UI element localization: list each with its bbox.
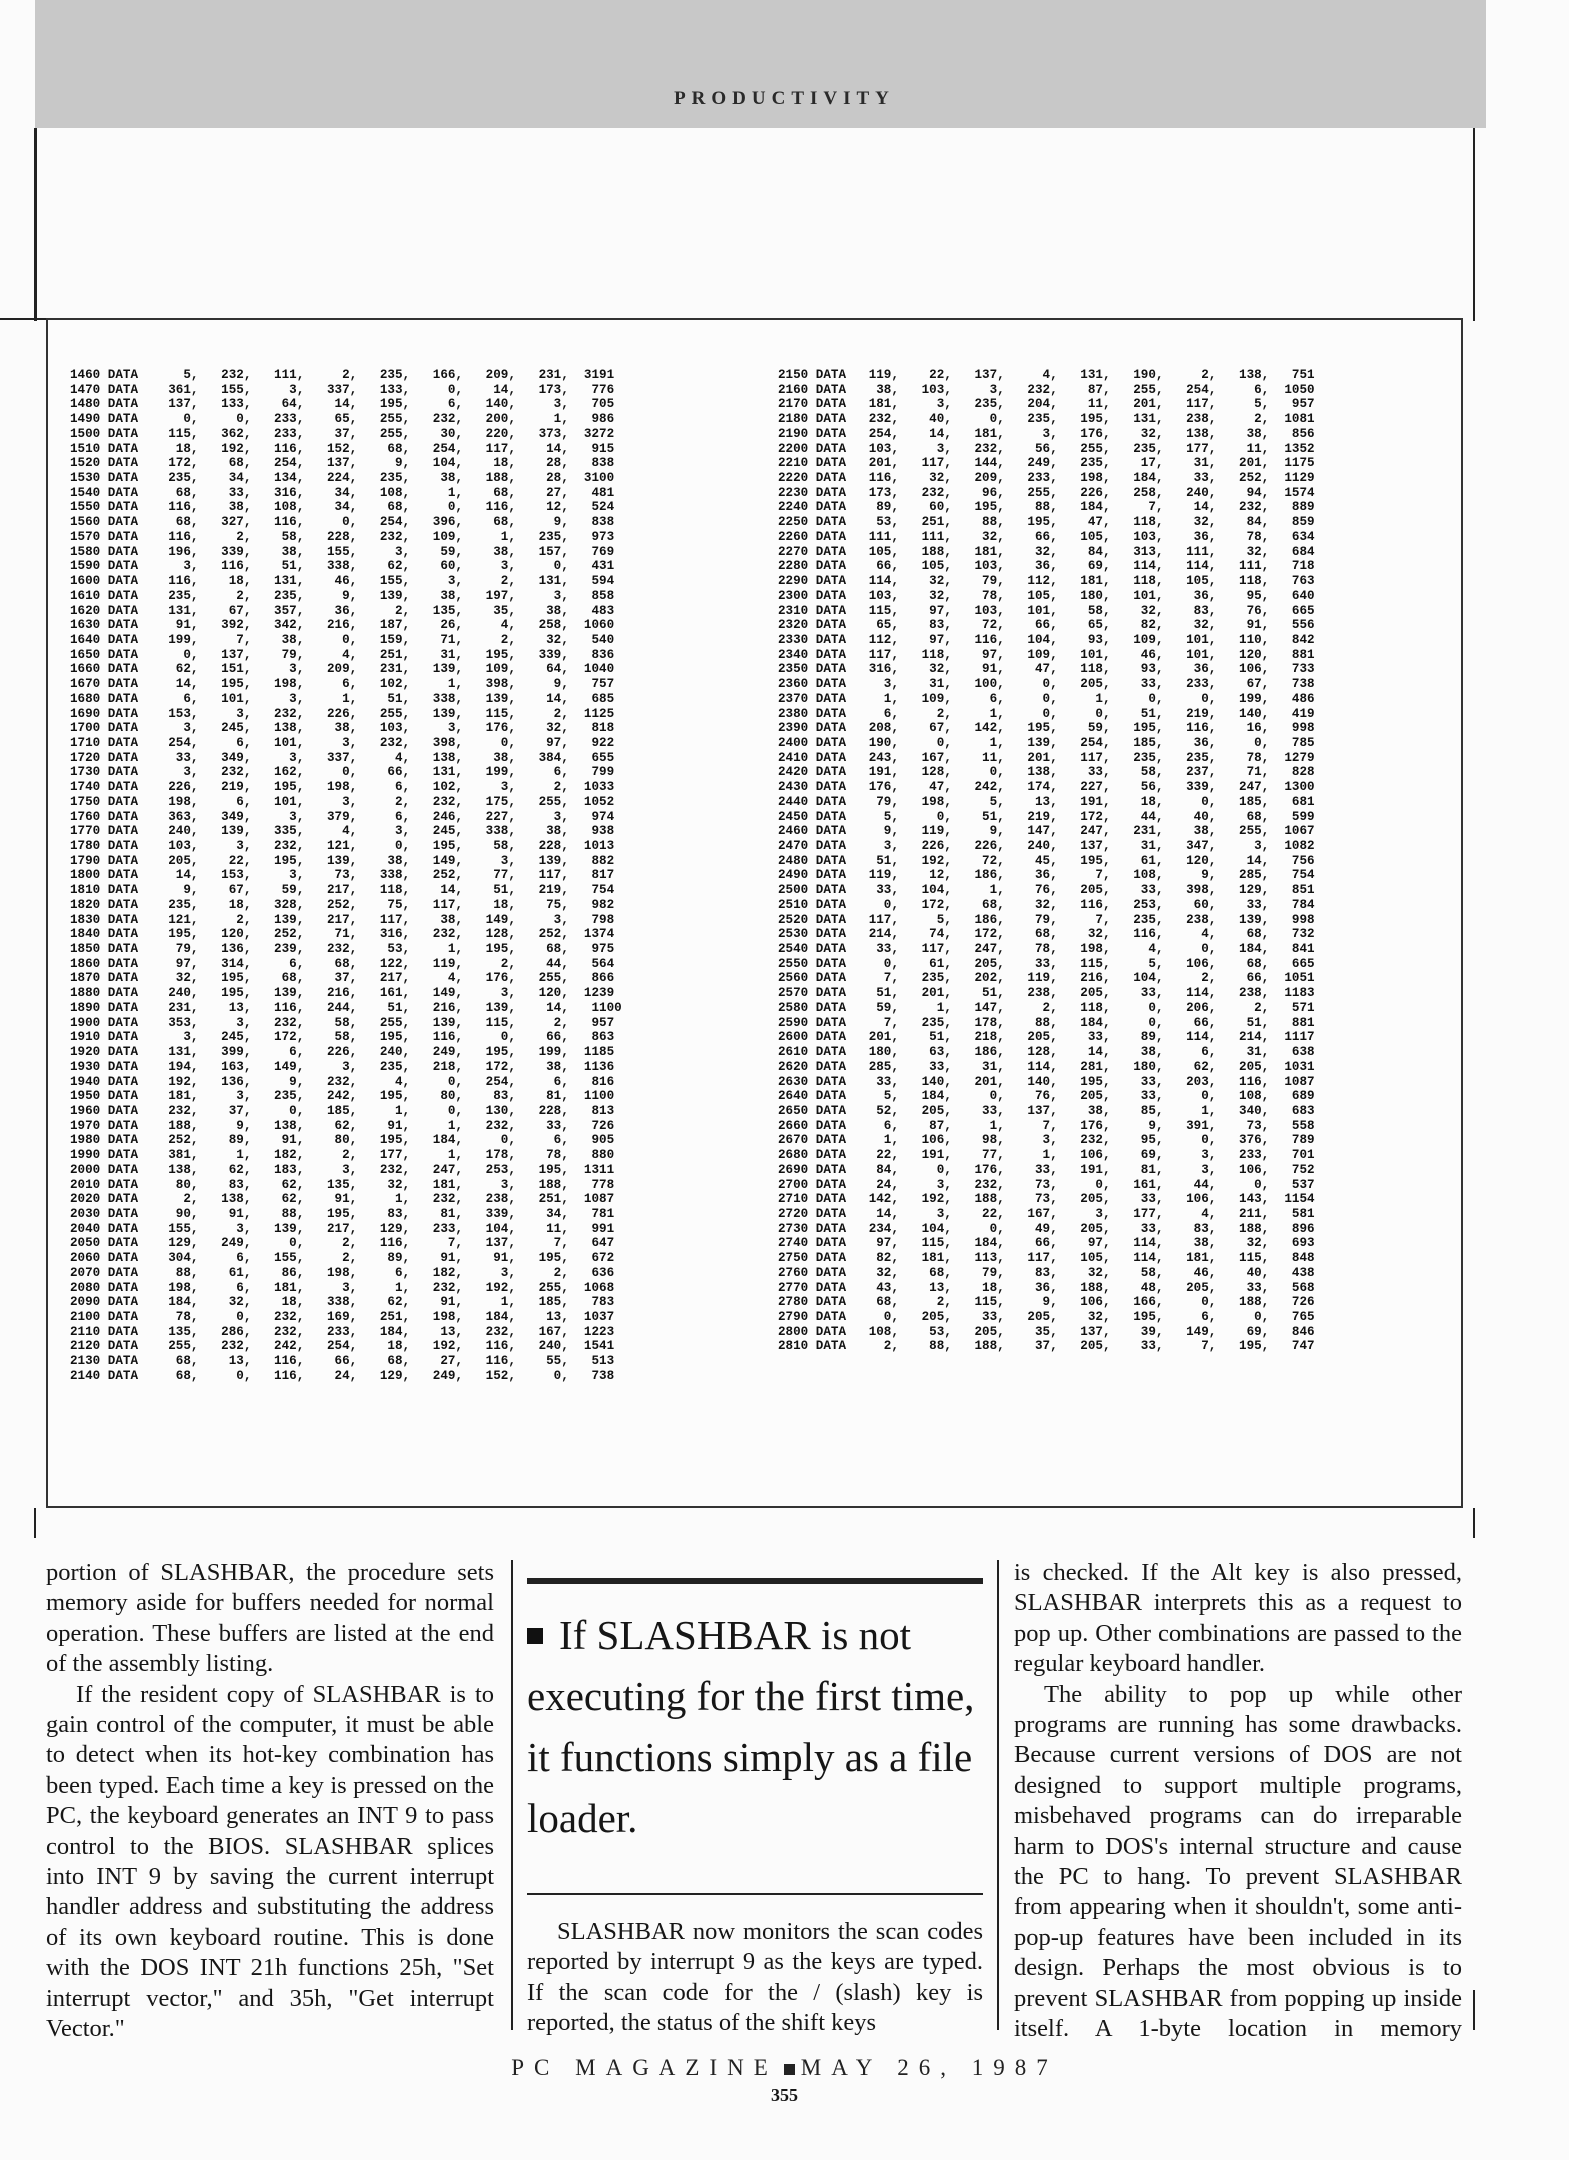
listing-line: 1710 DATA 254, 6, 101, 3, 232, 398, 0, 97, 922 — [70, 735, 615, 750]
listing-line: 2410 DATA 243, 167, 11, 201, 117, 235, 235, 78, 1279 — [778, 750, 1315, 765]
listing-line: 2030 DATA 90, 91, 88, 195, 83, 81, 339, 34, 781 — [70, 1206, 615, 1221]
listing-line: 1540 DATA 68, 33, 316, 34, 108, 1, 68, 27, 481 — [70, 485, 615, 500]
listing-line: 2380 DATA 6, 2, 1, 0, 0, 51, 219, 140, 419 — [778, 706, 1315, 721]
listing-line: 1600 DATA 116, 18, 131, 46, 155, 3, 2, 131, 594 — [70, 574, 615, 589]
article-column-3 — [1014, 1558, 1462, 2045]
listing-line: 1750 DATA 198, 6, 101, 3, 2, 232, 175, 255, 1052 — [70, 794, 615, 809]
bullet-icon — [784, 2064, 795, 2075]
listing-line: 2600 DATA 201, 51, 218, 205, 33, 89, 114, 214, 1117 — [778, 1030, 1315, 1045]
listing-line: 2590 DATA 7, 235, 178, 88, 184, 0, 66, 51, 881 — [778, 1015, 1315, 1030]
listing-line: 1900 DATA 353, 3, 232, 58, 255, 139, 115, 2, 957 — [70, 1015, 615, 1030]
magazine-name: PC MAGAZINE — [511, 2055, 778, 2080]
listing-line: 1990 DATA 381, 1, 182, 2, 177, 1, 178, 78, 880 — [70, 1148, 615, 1163]
listing-line: 2800 DATA 108, 53, 205, 35, 137, 39, 149, 69, 846 — [778, 1324, 1315, 1339]
article-column-1 — [46, 1558, 494, 2045]
listing-line: 1840 DATA 195, 120, 252, 71, 316, 232, 128, 252, 1374 — [70, 927, 615, 942]
listing-line: 2420 DATA 191, 128, 0, 138, 33, 58, 237, 71, 828 — [778, 765, 1315, 780]
pull-quote-text: If SLASHBAR is not executing for the first time, it functions simply as a file loader. — [527, 1612, 975, 1841]
listing-line: 2170 DATA 181, 3, 235, 204, 11, 201, 117, 5, 957 — [778, 397, 1315, 412]
listing-line: 2160 DATA 38, 103, 3, 232, 87, 255, 254, 6, 1050 — [778, 382, 1315, 397]
listing-line: 2500 DATA 33, 104, 1, 76, 205, 33, 398, 129, 851 — [778, 883, 1315, 898]
listing-line: 2660 DATA 6, 87, 1, 7, 176, 9, 391, 73, 558 — [778, 1118, 1315, 1133]
listing-line: 2580 DATA 59, 1, 147, 2, 118, 0, 206, 2, 571 — [778, 1000, 1315, 1015]
listing-line: 2360 DATA 3, 31, 100, 0, 205, 33, 233, 67, 738 — [778, 677, 1315, 692]
listing-line: 2630 DATA 33, 140, 201, 140, 195, 33, 203, 116, 1087 — [778, 1074, 1315, 1089]
listing-line: 1500 DATA 115, 362, 233, 37, 255, 30, 220, 373, 3272 — [70, 426, 615, 441]
listing-line — [778, 1369, 1315, 1384]
rule-right-bottom — [1473, 1508, 1475, 1538]
listing-line: 2310 DATA 115, 97, 103, 101, 58, 32, 83, 76, 665 — [778, 603, 1315, 618]
listing-line: 2810 DATA 2, 88, 188, 37, 205, 33, 7, 195, 747 — [778, 1339, 1315, 1354]
column-rule-1 — [511, 1560, 513, 2030]
listing-line: 2200 DATA 103, 3, 232, 56, 255, 235, 177, 11, 1352 — [778, 441, 1315, 456]
listing-line: 2120 DATA 255, 232, 242, 254, 18, 192, 116, 240, 1541 — [70, 1339, 615, 1354]
listing-line: 2180 DATA 232, 40, 0, 235, 195, 131, 238, 2, 1081 — [778, 412, 1315, 427]
listing-column-left — [70, 368, 622, 1384]
listing-line: 2240 DATA 89, 60, 195, 88, 184, 7, 14, 232, 889 — [778, 500, 1315, 515]
listing-line: 1700 DATA 3, 245, 138, 38, 103, 3, 176, 32, 818 — [70, 721, 615, 736]
listing-line: 2760 DATA 32, 68, 79, 83, 32, 58, 46, 40, 438 — [778, 1265, 1315, 1280]
listing-line: 1510 DATA 18, 192, 116, 152, 68, 254, 117, 14, 915 — [70, 441, 615, 456]
listing-line: 2460 DATA 9, 119, 9, 147, 247, 231, 38, 255, 1067 — [778, 824, 1315, 839]
listing-line: 1870 DATA 32, 195, 68, 37, 217, 4, 176, 255, 866 — [70, 971, 615, 986]
listing-line: 2400 DATA 190, 0, 1, 139, 254, 185, 36, 0, 785 — [778, 735, 1315, 750]
rule-left-bottom — [34, 1508, 36, 1538]
listing-line: 1820 DATA 235, 18, 328, 252, 75, 117, 18, 75, 982 — [70, 897, 615, 912]
listing-line: 1630 DATA 91, 392, 342, 216, 187, 26, 4, 258, 1060 — [70, 618, 615, 633]
listing-line: 1810 DATA 9, 67, 59, 217, 118, 14, 51, 219, 754 — [70, 883, 615, 898]
listing-line: 2490 DATA 119, 12, 186, 36, 7, 108, 9, 285, 754 — [778, 868, 1315, 883]
listing-line: 2620 DATA 285, 33, 31, 114, 281, 180, 62, 205, 1031 — [778, 1059, 1315, 1074]
listing-line: 2340 DATA 117, 118, 97, 109, 101, 46, 101, 120, 881 — [778, 647, 1315, 662]
listing-line: 1970 DATA 188, 9, 138, 62, 91, 1, 232, 33, 726 — [70, 1118, 615, 1133]
listing-line: 2020 DATA 2, 138, 62, 91, 1, 232, 238, 251, 1087 — [70, 1192, 615, 1207]
listing-line: 2670 DATA 1, 106, 98, 3, 232, 95, 0, 376, 789 — [778, 1133, 1315, 1148]
listing-line: 1930 DATA 194, 163, 149, 3, 235, 218, 172, 38, 1136 — [70, 1059, 615, 1074]
listing-line: 2520 DATA 117, 5, 186, 79, 7, 235, 238, 139, 998 — [778, 912, 1315, 927]
listing-line: 1770 DATA 240, 139, 335, 4, 3, 245, 338, 38, 938 — [70, 824, 615, 839]
listing-line: 2110 DATA 135, 286, 232, 233, 184, 13, 232, 167, 1223 — [70, 1324, 615, 1339]
listing-line: 2780 DATA 68, 2, 115, 9, 106, 166, 0, 188, 726 — [778, 1295, 1315, 1310]
listing-line: 2090 DATA 184, 32, 18, 338, 62, 91, 1, 185, 783 — [70, 1295, 615, 1310]
listing-line: 2510 DATA 0, 172, 68, 32, 116, 253, 60, 33, 784 — [778, 897, 1315, 912]
listing-line: 2050 DATA 129, 249, 0, 2, 116, 7, 137, 7, 647 — [70, 1236, 615, 1251]
listing-line: 2450 DATA 5, 0, 51, 219, 172, 44, 40, 68, 599 — [778, 809, 1315, 824]
listing-line: 1740 DATA 226, 219, 195, 198, 6, 102, 3, 2, 1033 — [70, 780, 615, 795]
listing-line: 2210 DATA 201, 117, 144, 249, 235, 17, 31, 201, 1175 — [778, 456, 1315, 471]
listing-line: 1460 DATA 5, 232, 111, 2, 235, 166, 209, 231, 3191 — [70, 368, 615, 382]
listing-line: 1790 DATA 205, 22, 195, 139, 38, 149, 3, 139, 882 — [70, 853, 615, 868]
page-number: 355 — [771, 2085, 798, 2105]
listing-line: 2320 DATA 65, 83, 72, 66, 65, 82, 32, 91, 556 — [778, 618, 1315, 633]
listing-line: 2080 DATA 198, 6, 181, 3, 1, 232, 192, 255, 1068 — [70, 1280, 615, 1295]
listing-line: 1560 DATA 68, 327, 116, 0, 254, 396, 68, 9, 838 — [70, 515, 615, 530]
issue-date: MAY 26, 1987 — [800, 2055, 1058, 2080]
listing-line: 1640 DATA 199, 7, 38, 0, 159, 71, 2, 32, 540 — [70, 632, 615, 647]
listing-line: 2390 DATA 208, 67, 142, 195, 59, 195, 116, 16, 998 — [778, 721, 1315, 736]
rule-left-top — [34, 128, 37, 321]
listing-line: 2540 DATA 33, 117, 247, 78, 198, 4, 0, 184, 841 — [778, 942, 1315, 957]
listing-line: 1780 DATA 103, 3, 232, 121, 0, 195, 58, 228, 1013 — [70, 839, 615, 853]
listing-line: 2710 DATA 142, 192, 188, 73, 205, 33, 106, 143, 1154 — [778, 1192, 1315, 1207]
article-paragraph: The ability to pop up while other programs are running has some drawbacks. Because current versions of DOS are not designed to support multiple programs, misbehaved programs can do irreparable harm to DOS's internal structure and cause the PC to hang. To prevent SLASHBAR from appearing when it shouldn't, some anti-pop-up features have been included in its design. Perhaps the most obvious is to prevent SLASHBAR from popping up inside itself. A 1-byte location in memory — [1014, 1680, 1462, 2043]
listing-line: 1670 DATA 14, 195, 198, 6, 102, 1, 398, 9, 757 — [70, 677, 615, 692]
listing-line: 2430 DATA 176, 47, 242, 174, 227, 56, 339, 247, 1300 — [778, 780, 1315, 795]
listing-line: 1920 DATA 131, 399, 6, 226, 240, 249, 195, 199, 1185 — [70, 1045, 615, 1060]
listing-column-right — [778, 368, 1315, 1384]
listing-line: 2070 DATA 88, 61, 86, 198, 6, 182, 3, 2, 636 — [70, 1265, 615, 1280]
listing-line: 1950 DATA 181, 3, 235, 242, 195, 80, 83, 81, 1100 — [70, 1089, 615, 1104]
listing-line: 2570 DATA 51, 201, 51, 238, 205, 33, 114, 238, 1183 — [778, 986, 1315, 1001]
listing-line: 1480 DATA 137, 133, 64, 14, 195, 6, 140, 3, 705 — [70, 397, 615, 412]
listing-line: 2530 DATA 214, 74, 172, 68, 32, 116, 4, 68, 732 — [778, 927, 1315, 942]
listing-line: 2350 DATA 316, 32, 91, 47, 118, 93, 36, 106, 733 — [778, 662, 1315, 677]
article-paragraph: portion of SLASHBAR, the procedure sets memory aside for buffers needed for normal operation. These buffers are listed at the end of the assembly listing. — [46, 1559, 494, 1678]
listing-line: 1850 DATA 79, 136, 239, 232, 53, 1, 195, 68, 975 — [70, 942, 615, 957]
listing-line: 1730 DATA 3, 232, 162, 0, 66, 131, 199, 6, 799 — [70, 765, 615, 780]
listing-line: 2270 DATA 105, 188, 181, 32, 84, 313, 111, 32, 684 — [778, 544, 1315, 559]
rule-right-end — [1473, 1990, 1475, 2030]
listing-line: 2100 DATA 78, 0, 232, 169, 251, 198, 184, 13, 1037 — [70, 1310, 615, 1324]
listing-line: 2720 DATA 14, 3, 22, 167, 3, 177, 4, 211, 581 — [778, 1206, 1315, 1221]
basic-listing — [46, 318, 1463, 1508]
listing-line: 2740 DATA 97, 115, 184, 66, 97, 114, 38, 32, 693 — [778, 1236, 1315, 1251]
listing-line: 2690 DATA 84, 0, 176, 33, 191, 81, 3, 106, 752 — [778, 1162, 1315, 1177]
listing-line: 1980 DATA 252, 89, 91, 80, 195, 184, 0, 6, 905 — [70, 1133, 615, 1148]
rule-right-top — [1473, 128, 1475, 321]
listing-line: 1580 DATA 196, 339, 38, 155, 3, 59, 38, 157, 769 — [70, 544, 615, 559]
page-footer — [0, 2055, 1569, 2081]
listing-line: 1520 DATA 172, 68, 254, 137, 9, 104, 18, 28, 838 — [70, 456, 615, 471]
listing-line: 2770 DATA 43, 13, 18, 36, 188, 48, 205, 33, 568 — [778, 1280, 1315, 1295]
listing-line: 2730 DATA 234, 104, 0, 49, 205, 33, 83, 188, 896 — [778, 1221, 1315, 1236]
listing-line: 2230 DATA 173, 232, 96, 255, 226, 258, 240, 94, 1574 — [778, 485, 1315, 500]
article-paragraph: If the resident copy of SLASHBAR is to gain control of the computer, it must be able to detect when its hot-key combination has been typed. Each time a key is pressed on the PC, the keyboard generates an INT 9 to pass control to the BIOS. SLASHBAR splices into INT 9 by saving the current interrupt handler address and substituting the address of its own keyboard routine. This is done with the DOS INT 21h functions 25h, "Set interrupt vector," and 35h, "Get interrupt Vector." — [46, 1680, 494, 2043]
listing-line: 1910 DATA 3, 245, 172, 58, 195, 116, 0, 66, 863 — [70, 1030, 615, 1045]
listing-line: 1860 DATA 97, 314, 6, 68, 122, 119, 2, 44, 564 — [70, 956, 615, 971]
listing-line: 2300 DATA 103, 32, 78, 105, 180, 101, 36, 95, 640 — [778, 588, 1315, 603]
pullquote-rule-top — [527, 1578, 983, 1584]
listing-line: 1720 DATA 33, 349, 3, 337, 4, 138, 38, 384, 655 — [70, 750, 615, 765]
listing-line: 1650 DATA 0, 137, 79, 4, 251, 31, 195, 339, 836 — [70, 647, 615, 662]
listing-line: 2060 DATA 304, 6, 155, 2, 89, 91, 91, 195, 672 — [70, 1251, 615, 1266]
listing-line: 2640 DATA 5, 184, 0, 76, 205, 33, 0, 108, 689 — [778, 1089, 1315, 1104]
listing-line: 2680 DATA 22, 191, 77, 1, 106, 69, 3, 233, 701 — [778, 1148, 1315, 1163]
listing-line: 1610 DATA 235, 2, 235, 9, 139, 38, 197, 3, 858 — [70, 588, 615, 603]
listing-line: 2470 DATA 3, 226, 226, 240, 137, 31, 347, 3, 1082 — [778, 839, 1315, 853]
listing-line: 2150 DATA 119, 22, 137, 4, 131, 190, 2, 138, 751 — [778, 368, 1315, 382]
listing-line: 2290 DATA 114, 32, 79, 112, 181, 118, 105, 118, 763 — [778, 574, 1315, 589]
listing-line: 1760 DATA 363, 349, 3, 379, 6, 246, 227, 3, 974 — [70, 809, 615, 824]
listing-line: 2610 DATA 180, 63, 186, 128, 14, 38, 6, 31, 638 — [778, 1045, 1315, 1060]
listing-line: 1470 DATA 361, 155, 3, 337, 133, 0, 14, 173, 776 — [70, 382, 615, 397]
listing-line: 1570 DATA 116, 2, 58, 228, 232, 109, 1, 235, 973 — [70, 529, 615, 544]
listing-line: 1940 DATA 192, 136, 9, 232, 4, 0, 254, 6, 816 — [70, 1074, 615, 1089]
listing-line: 1490 DATA 0, 0, 233, 65, 255, 232, 200, 1, 986 — [70, 412, 615, 427]
bullet-icon — [527, 1628, 543, 1644]
listing-line: 2250 DATA 53, 251, 88, 195, 47, 118, 32, 84, 859 — [778, 515, 1315, 530]
listing-line: 2190 DATA 254, 14, 181, 3, 176, 32, 138, 38, 856 — [778, 426, 1315, 441]
column-rule-2 — [997, 1560, 999, 2030]
pull-quote — [527, 1605, 987, 1849]
article-paragraph: SLASHBAR now monitors the scan codes reported by interrupt 9 as the keys are typed. If the scan code for the / (slash) key is reported, the status of the shift keys — [527, 1918, 983, 2037]
listing-line: 2040 DATA 155, 3, 139, 217, 129, 233, 104, 11, 991 — [70, 1221, 615, 1236]
listing-line: 2140 DATA 68, 0, 116, 24, 129, 249, 152, 0, 738 — [70, 1368, 615, 1383]
listing-line: 1620 DATA 131, 67, 357, 36, 2, 135, 35, 38, 483 — [70, 603, 615, 618]
listing-line: 1800 DATA 14, 153, 3, 73, 338, 252, 77, 117, 817 — [70, 868, 615, 883]
listing-line — [778, 1354, 1315, 1369]
listing-line: 1890 DATA 231, 13, 116, 244, 51, 216, 139, 14, 1100 — [70, 1000, 622, 1015]
rule-left-stub — [0, 318, 46, 320]
listing-line: 2280 DATA 66, 105, 103, 36, 69, 114, 114, 111, 718 — [778, 559, 1315, 574]
listing-line: 2000 DATA 138, 62, 183, 3, 232, 247, 253, 195, 1311 — [70, 1162, 615, 1177]
listing-line: 1660 DATA 62, 151, 3, 209, 231, 139, 109, 64, 1040 — [70, 662, 615, 677]
listing-line: 2130 DATA 68, 13, 116, 66, 68, 27, 116, 55, 513 — [70, 1354, 615, 1369]
listing-line: 1550 DATA 116, 38, 108, 34, 68, 0, 116, 12, 524 — [70, 500, 615, 515]
listing-line: 1690 DATA 153, 3, 232, 226, 255, 139, 115, 2, 1125 — [70, 706, 615, 721]
listing-line: 2650 DATA 52, 205, 33, 137, 38, 85, 1, 340, 683 — [778, 1103, 1315, 1118]
listing-line: 2010 DATA 80, 83, 62, 135, 32, 181, 3, 188, 778 — [70, 1177, 615, 1192]
article-column-2 — [527, 1917, 983, 2039]
listing-line: 2330 DATA 112, 97, 116, 104, 93, 109, 101, 110, 842 — [778, 632, 1315, 647]
listing-line: 2560 DATA 7, 235, 202, 119, 216, 104, 2, 66, 1051 — [778, 971, 1315, 986]
listing-line: 1830 DATA 121, 2, 139, 217, 117, 38, 149, 3, 798 — [70, 912, 615, 927]
article-paragraph: is checked. If the Alt key is also pressed, SLASHBAR interprets this as a request to pop up. Other combinations are passed to the regular keyboard handler. — [1014, 1559, 1462, 1678]
listing-line: 1530 DATA 235, 34, 134, 224, 235, 38, 188, 28, 3100 — [70, 471, 615, 486]
listing-line: 2480 DATA 51, 192, 72, 45, 195, 61, 120, 14, 756 — [778, 853, 1315, 868]
listing-line: 1960 DATA 232, 37, 0, 185, 1, 0, 130, 228, 813 — [70, 1103, 615, 1118]
listing-line: 2220 DATA 116, 32, 209, 233, 198, 184, 33, 252, 1129 — [778, 471, 1315, 486]
listing-line: 1880 DATA 240, 195, 139, 216, 161, 149, 3, 120, 1239 — [70, 986, 615, 1001]
listing-line: 1590 DATA 3, 116, 51, 338, 62, 60, 3, 0, 431 — [70, 559, 615, 574]
section-title: PRODUCTIVITY — [674, 88, 895, 109]
listing-line: 1680 DATA 6, 101, 3, 1, 51, 338, 139, 14, 685 — [70, 691, 615, 706]
listing-line: 2260 DATA 111, 111, 32, 66, 105, 103, 36, 78, 634 — [778, 529, 1315, 544]
listing-line: 2750 DATA 82, 181, 113, 117, 105, 114, 181, 115, 848 — [778, 1251, 1315, 1266]
listing-line: 2700 DATA 24, 3, 232, 73, 0, 161, 44, 0, 537 — [778, 1177, 1315, 1192]
listing-line: 2440 DATA 79, 198, 5, 13, 191, 18, 0, 185, 681 — [778, 794, 1315, 809]
listing-line: 2370 DATA 1, 109, 6, 0, 1, 0, 0, 199, 486 — [778, 691, 1315, 706]
listing-line: 2550 DATA 0, 61, 205, 33, 115, 5, 106, 68, 665 — [778, 956, 1315, 971]
listing-line: 2790 DATA 0, 205, 33, 205, 32, 195, 6, 0, 765 — [778, 1310, 1315, 1324]
pullquote-rule-bottom — [527, 1893, 983, 1895]
